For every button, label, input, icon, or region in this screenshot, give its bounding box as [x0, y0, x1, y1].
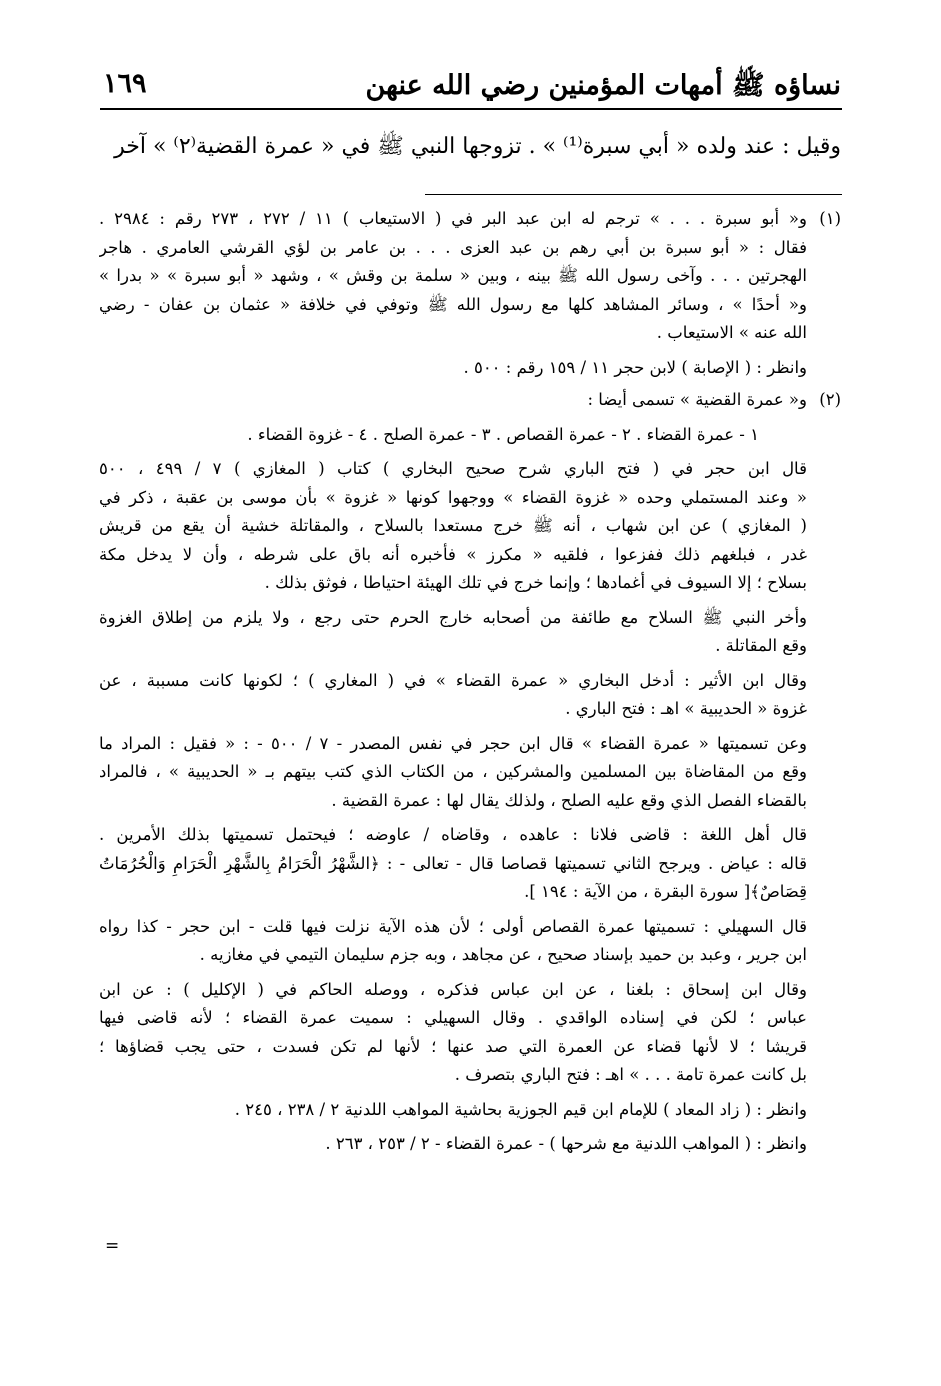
footnotes-section: [99, 205, 841, 1159]
footnote-number: (١): [819, 209, 841, 228]
footnote-body: [99, 205, 807, 382]
main-text-line: وقيل : عند ولده « أبي سبرة⁽¹⁾ » . تزوجها النبي ﷺ في « عمرة القضية⁽٢⁾ » آخر: [114, 134, 841, 159]
footnote-paragraph: [99, 913, 807, 970]
footnote-line: الله عنه » الاستيعاب .: [656, 323, 807, 342]
footnote-line: غدر ، فبلغهم ذلك ففزعوا ، فلقيه « مكرز » فأخبره أنه باق على شرطه ، وأن لا يدخل مكة: [99, 544, 807, 564]
footnote: [99, 205, 841, 382]
footnote-paragraph: [99, 421, 807, 450]
footnote-line: الهجرتين . . . وآخى رسول الله ﷺ بينه ، وبين « سلمة بن وقش » ، وشهد « أبو سبرة » « بدرا »: [99, 266, 807, 285]
footnote-paragraph: [99, 976, 807, 1090]
footnote-line: قال السهيلي : تسميتها عمرة القصاص أولى ؛ لأن هذه الآية نزلت فيها قلت - ابن حجر - كذا رواه: [99, 916, 807, 936]
footnote-separator: [425, 194, 842, 195]
footnote-line: و« عمرة القضية » تسمى أيضا :: [587, 390, 807, 409]
footnote-line: ابن جرير ، وعبد بن حميد بإسناد صحيح ، عن مجاهد ، وبه جزم سليمان التيمي في مغازيه .: [199, 945, 807, 964]
footnote-line: « وعند المستملي وحده « غزوة القضاء » ووجهوا كونها « غزوة » بأن موسى بن عقبة ، ذكر في: [99, 487, 807, 507]
footnote-line: ١ - عمرة القضاء . ٢ - عمرة القصاص . ٣ - عمرة الصلح . ٤ - غزوة القضاء .: [247, 424, 759, 444]
footnote-line: وانظر : ( زاد المعاد ) للإمام ابن قيم الجوزية بحاشية المواهب اللدنية ٢ / ٢٣٨ ، ٢٤٥ .: [234, 1099, 807, 1119]
footnote-line: وقع من المقاضاة بين المسلمين والمشركين ، من الكتاب الذي كتب بيتهم بـ « الحديبية » ، فالمراد: [99, 762, 807, 781]
footnote-paragraph: [99, 821, 807, 907]
footnote-line: وأخر النبي ﷺ السلاح مع طائفة من أصحابه خارج الحرم حتى رجع ، ولا يلزم من إطلاق الغزوة: [99, 607, 807, 627]
footnote-line: وقال ابن الأثير : أدخل البخاري « عمرة القضاء » في ( المغاري ) ؛ لكونها كانت مسببة ، عن: [99, 670, 807, 690]
footnote-line: وانظر : ( المواهب اللدنية مع شرحها ) - عمرة القضاء - ٢ / ٢٥٣ ، ٢٦٣ .: [325, 1134, 807, 1153]
footnote-line: قِصَاصٌ﴾[ سورة البقرة ، من الآية : ١٩٤ ].: [524, 882, 807, 901]
footnote-line: بل كانت عمرة تامة . . . » اهـ : فتح الباري بتصرف .: [454, 1065, 807, 1084]
header-rule: [100, 108, 842, 110]
footnote-number: (٢): [819, 390, 841, 409]
footnote-paragraph: [99, 354, 807, 383]
footnote-line: ( المغازي ) عن ابن شهاب ، أنه ﷺ خرج مستعدا بالسلاح ، والمقاتلة خشية أن يقع من قريش: [99, 516, 807, 535]
footnote-line: قريشا ؛ لا لأنها قضاء عن العمرة التي صد عنها ؛ لأنها لم تكن فسدت ، حتى يجب قضاؤها ؛: [99, 1036, 807, 1056]
footnote-line: و« أحدًا » ، وسائر المشاهد كلها مع رسول الله ﷺ وتوفي في خلافة « عثمان بن عفان - رضي: [99, 294, 807, 314]
page-number: ١٦٩: [103, 68, 147, 99]
footnote-line: بالقضاء الفصل الذي وقع عليه الصلح ، ولذلك يقال لها : عمرة القضية .: [331, 790, 807, 810]
footnote-line: وقال ابن إسحاق : بلغنا ، عن ابن عباس فذكره ، ووصله الحاكم في ( الإكليل ) : عن ابن: [99, 979, 807, 999]
footnote-paragraph: [99, 1096, 807, 1125]
footnote-line: و« أبو سبرة . . . » ترجم له ابن عبد البر في ( الاستيعاب ) ١١ / ٢٧٢ ، ٢٧٣ رقم : ٢٩٨٤ .: [99, 209, 807, 228]
footnote-line: بسلاح ؛ إلا السيوف في أغمادها ؛ وإنما خرج في تلك الهيئة احتياطا ، فوثق بذلك .: [264, 573, 807, 592]
footnote-line: قال ابن حجر في ( فتح الباري شرح صحيح البخاري ) كتاب ( المغازي ) ٧ / ٤٩٩ ، ٥٠٠: [99, 459, 807, 478]
footnote-paragraph: [99, 455, 807, 598]
footnote-line: عباس ؛ لكن في إسناده الواقدي . وقال السهيلي : سميت عمرة القضاء ؛ لأنه قاضى فيها: [99, 1008, 807, 1027]
footnote-paragraph: [99, 1130, 807, 1159]
footnote-paragraph: [99, 386, 807, 415]
footnote-paragraph: [99, 205, 807, 348]
footnote-line: وانظر : ( الإصابة ) لابن حجر ١١ / ١٥٩ رقم : ٥٠٠ .: [463, 357, 807, 377]
running-header-title: نساؤه ﷺ أمهات المؤمنين رضي الله عنهن: [365, 70, 841, 101]
footnote-line: قال أهل اللغة : قاضى فلانا : عاهده ، وقاضاه / عاوضه ؛ فيحتمل تسميتها بذلك الأمرين .: [99, 825, 807, 844]
footnote-line: فقال : « أبو سبرة بن أبي رهم بن عبد العزى . . . بن عامر بن لؤي القرشي العامري . هاجر: [99, 237, 807, 257]
footnote: [99, 386, 841, 1159]
footnote-line: قاله : عياض . ويرجح الثاني تسميتها قصاصا قال - تعالى - : ﴿الشَّهْرُ الْحَرَامُ بِالشَّهْرِ الْحَرَامِ وَالْحُرُمَاتُ: [99, 853, 807, 873]
continuation-mark: =: [105, 1236, 120, 1256]
footnote-paragraph: [99, 604, 807, 661]
footnote-line: غزوة « الحديبية » اهـ : فتح الباري .: [565, 699, 807, 718]
footnote-line: وقع المقاتلة .: [715, 636, 807, 655]
footnote-paragraph: [99, 730, 807, 816]
footnote-paragraph: [99, 667, 807, 724]
footnote-body: [99, 386, 807, 1159]
footnote-line: وعن تسميتها « عمرة القضاء » قال ابن حجر في نفس المصدر - ٧ / ٥٠٠ - : « فقيل : المراد ما: [99, 733, 807, 753]
